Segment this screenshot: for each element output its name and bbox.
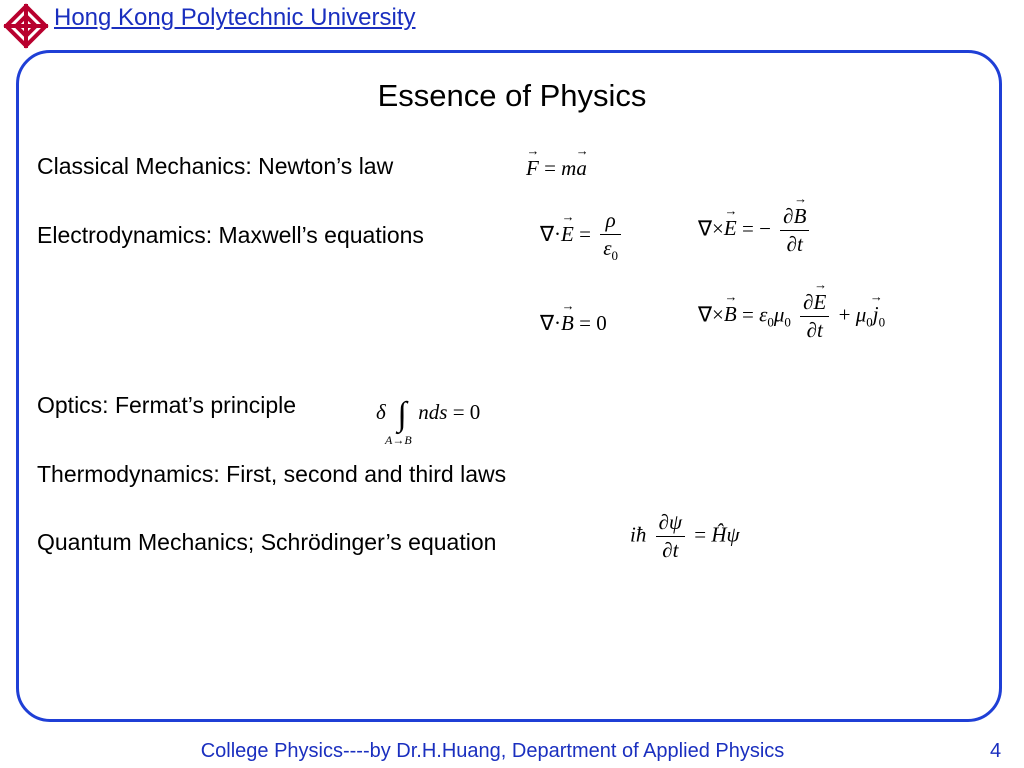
gauss-magnetism-equation: ∇·→ B = 0 [540,313,607,334]
ampere-law-equation: ∇×→ $B = \varepsilon_0\mu_0$ $\frac{\partial\to E}{\partial t}$ + $\mu_0\to j_0$ [698,292,885,341]
fermat-principle-equation: δ ∫ A→B nds = 0 [376,396,481,447]
newton-law-equation: → F = m→ a [526,158,587,179]
university-link[interactable]: Hong Kong Polytechnic University [54,4,416,31]
gauss-law-equation: ∇·→ E = $\frac{\rho}{\varepsilon_0}$ [540,210,625,262]
content-frame [16,50,1002,722]
schrodinger-equation: iħ $\frac{\partial\psi}{\partial t}$ = Ĥψ [630,510,740,562]
classical-mechanics-line: Classical Mechanics: Newton’s law [37,153,394,179]
electrodynamics-line: Electrodynamics: Maxwell’s equations [37,222,424,248]
footer-text: College Physics----by Dr.H.Huang, Department of Applied Physics [200,740,785,762]
faraday-law-equation: ∇×→ E = − $\frac{\partial\to B}{\partial t}$ [698,206,813,255]
slide-title: Essence of Physics [377,78,647,113]
thermodynamics-line: Thermodynamics: First, second and third laws [37,461,507,487]
polyu-logo-icon [2,2,50,50]
page-number: 4 [990,740,1002,762]
optics-line: Optics: Fermat’s principle [37,392,297,418]
quantum-mechanics-line: Quantum Mechanics; Schrödinger’s equation [37,529,497,555]
